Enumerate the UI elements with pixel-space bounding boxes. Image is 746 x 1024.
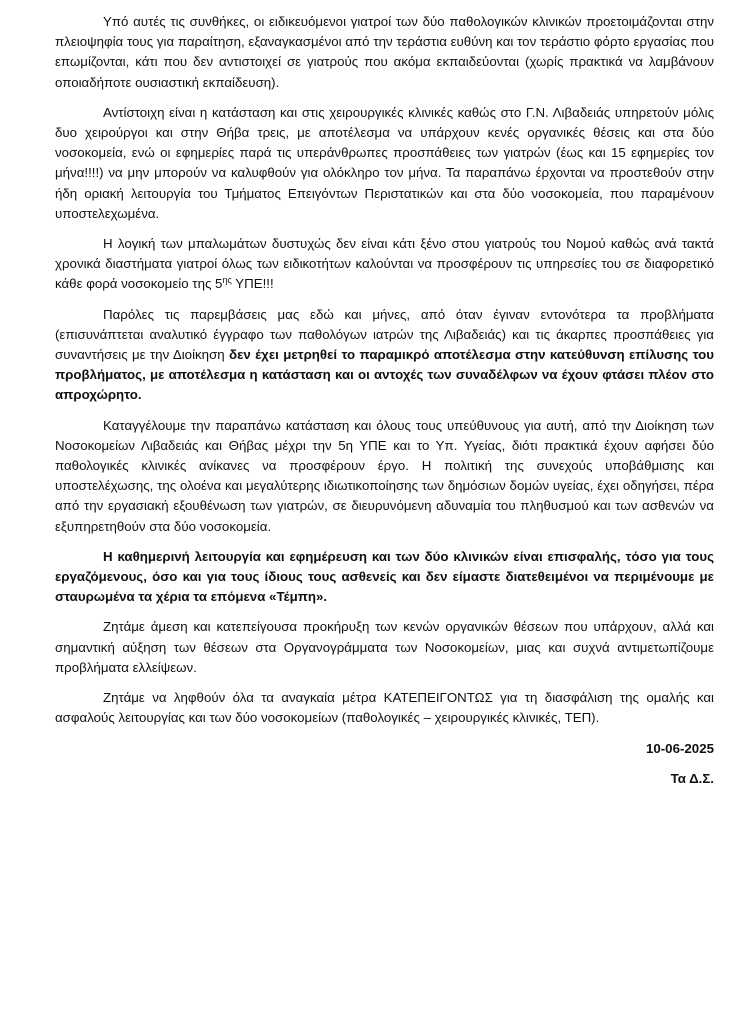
body-paragraph bbox=[55, 416, 714, 537]
text-run: Ζητάμε άμεση και κατεπείγουσα προκήρυξη των κενών οργανικών θέσεων που υπάρχουν, αλλά και σημαντική αύξηση των θέσεων στα Οργανογράμματα των Νοσοκομείων, μιας και συχνά αντιμετωπίζουμε προβλήματα ελλείψεων. bbox=[55, 619, 714, 675]
bold-text-run: δεν έχει μετρηθεί το παραμικρό αποτέλεσμα στην κατεύθυνση επίλυσης του προβλήματος, με αποτέλεσμα η κατάσταση και οι αντοχές των συναδέλφων να έχουν φτάσει πλέον στο απροχώρητο. bbox=[55, 347, 714, 403]
body-paragraph bbox=[55, 234, 714, 295]
body-paragraph bbox=[55, 688, 714, 728]
body-paragraph bbox=[55, 305, 714, 406]
document-date: 10-06-2025 bbox=[645, 740, 714, 756]
document-page bbox=[55, 12, 714, 789]
body-paragraph bbox=[55, 12, 714, 93]
document-signature: Τα Δ.Σ. bbox=[670, 770, 714, 786]
text-run: Η λογική των μπαλωμάτων δυστυχώς δεν είναι κάτι ξένο στου γιατρούς του Νομού καθώς ανά τακτά χρονικά διαστήματα γιατροί όλως των ειδικοτήτων καλούνται να προσφέρουν τις υπηρεσίες του σε διαφορετικό κάθε φορά νοσοκομείο της 5 bbox=[55, 236, 714, 292]
text-run: Ζητάμε να ληφθούν όλα τα αναγκαία μέτρα ΚΑΤΕΠΕΙΓΟΝΤΩΣ για τη διασφάλιση της ομαλής και ασφαλούς λειτουργίας και των δύο νοσοκομείων (παθολογικές – χειρουργικές κλινικές, ΤΕΠ). bbox=[55, 690, 714, 726]
bold-text-run: Η καθημερινή λειτουργία και εφημέρευση και των δύο κλινικών είναι επισφαλής, τόσο για τους εργαζόμενους, όσο και για τους ίδιους τους ασθενείς και δεν είμαστε διατεθειμένοι να περιμένουμε με σταυρωμένα τα χέρια τα επόμενα «Τέμπη». bbox=[55, 548, 714, 605]
document-body bbox=[55, 12, 714, 729]
text-run: Καταγγέλουμε την παραπάνω κατάσταση και όλους τους υπεύθυνους για αυτή, από την Διοίκηση των Νοσοκομείων Λιβαδειάς και Θήβας μέχρι την 5η ΥΠΕ και το Υπ. Υγείας, διότι πρακτικά έχουν αφήσει δύο παθολογικές κλινικές ανίκανες να προσφέρουν έργο. Η πολιτική της συνεχούς υποβάθμισης και υποστελέχωσης, της ολοένα και μεγαλύτερης ιδιωτικοποίησης των δημόσιων δομών υγείας, έχει οδηγήσει, πέρα από την εργασιακή εξουθένωση των γιατρών, σε διευρυνόμενη αδυναμία του πληθυσμού και των ασθενών να εξυπηρετηθούν στα δύο νοσοκομεία. bbox=[55, 417, 714, 534]
text-run: ΥΠΕ!!! bbox=[231, 276, 274, 292]
text-run: Αντίστοιχη είναι η κατάσταση και στις χειρουργικές κλινικές καθώς στο Γ.Ν. Λιβαδειάς υπηρετούν μόλις δυο χειρούργοι και στην Θήβα τρεις, με αποτέλεσμα να υπάρχουν κενές οργανικές θέσεις και στα δύο νοσοκομεία, ενώ οι εφημερίες παρά τις υπεράνθρωπες προσπάθειες των γιατρών (έως και 15 εφημερίες τον μήνα!!!!) να μην μπορούν να καλυφθούν για ολόκληρο τον μήνα. Τα παραπάνω έρχονται να προστεθούν στην ήδη οριακή λειτουργία του Τμήματος Επειγόντων Περιστατικών και στα δύο νοσοκομεία, που παραμένουν υποστελεχωμένα. bbox=[55, 104, 714, 221]
body-paragraph bbox=[55, 103, 714, 224]
text-run: Παρόλες τις παρεμβάσεις μας εδώ και μήνες, από όταν έγιναν εντονότερα τα προβλήματα (επισυνάπτεται αναλυτικό έγγραφο των παθολόγων ιατρών της Λιβαδειάς) και τις άκαρπες προσπάθειες για συναντήσεις με την Διοίκηση bbox=[55, 306, 714, 363]
body-paragraph bbox=[55, 617, 714, 678]
text-run: Υπό αυτές τις συνθήκες, οι ειδικευόμενοι γιατροί των δύο παθολογικών κλινικών προετοιμάζονται στην πλειοψηφία τους για παραίτηση, εξαναγκασμένοι από την τεράστια ευθύνη και τον τεράστιο φόρτο εργασίας που επωμίζονται, κάτι που δεν αντιστοιχεί σε γιατρούς που ακόμα εκπαιδεύονται (χωρίς πρακτικά να λαμβάνουν οποιαδήποτε ουσιαστική εκπαίδευση). bbox=[55, 14, 714, 90]
superscript-text-run: ης bbox=[222, 275, 232, 286]
body-paragraph bbox=[55, 547, 714, 608]
